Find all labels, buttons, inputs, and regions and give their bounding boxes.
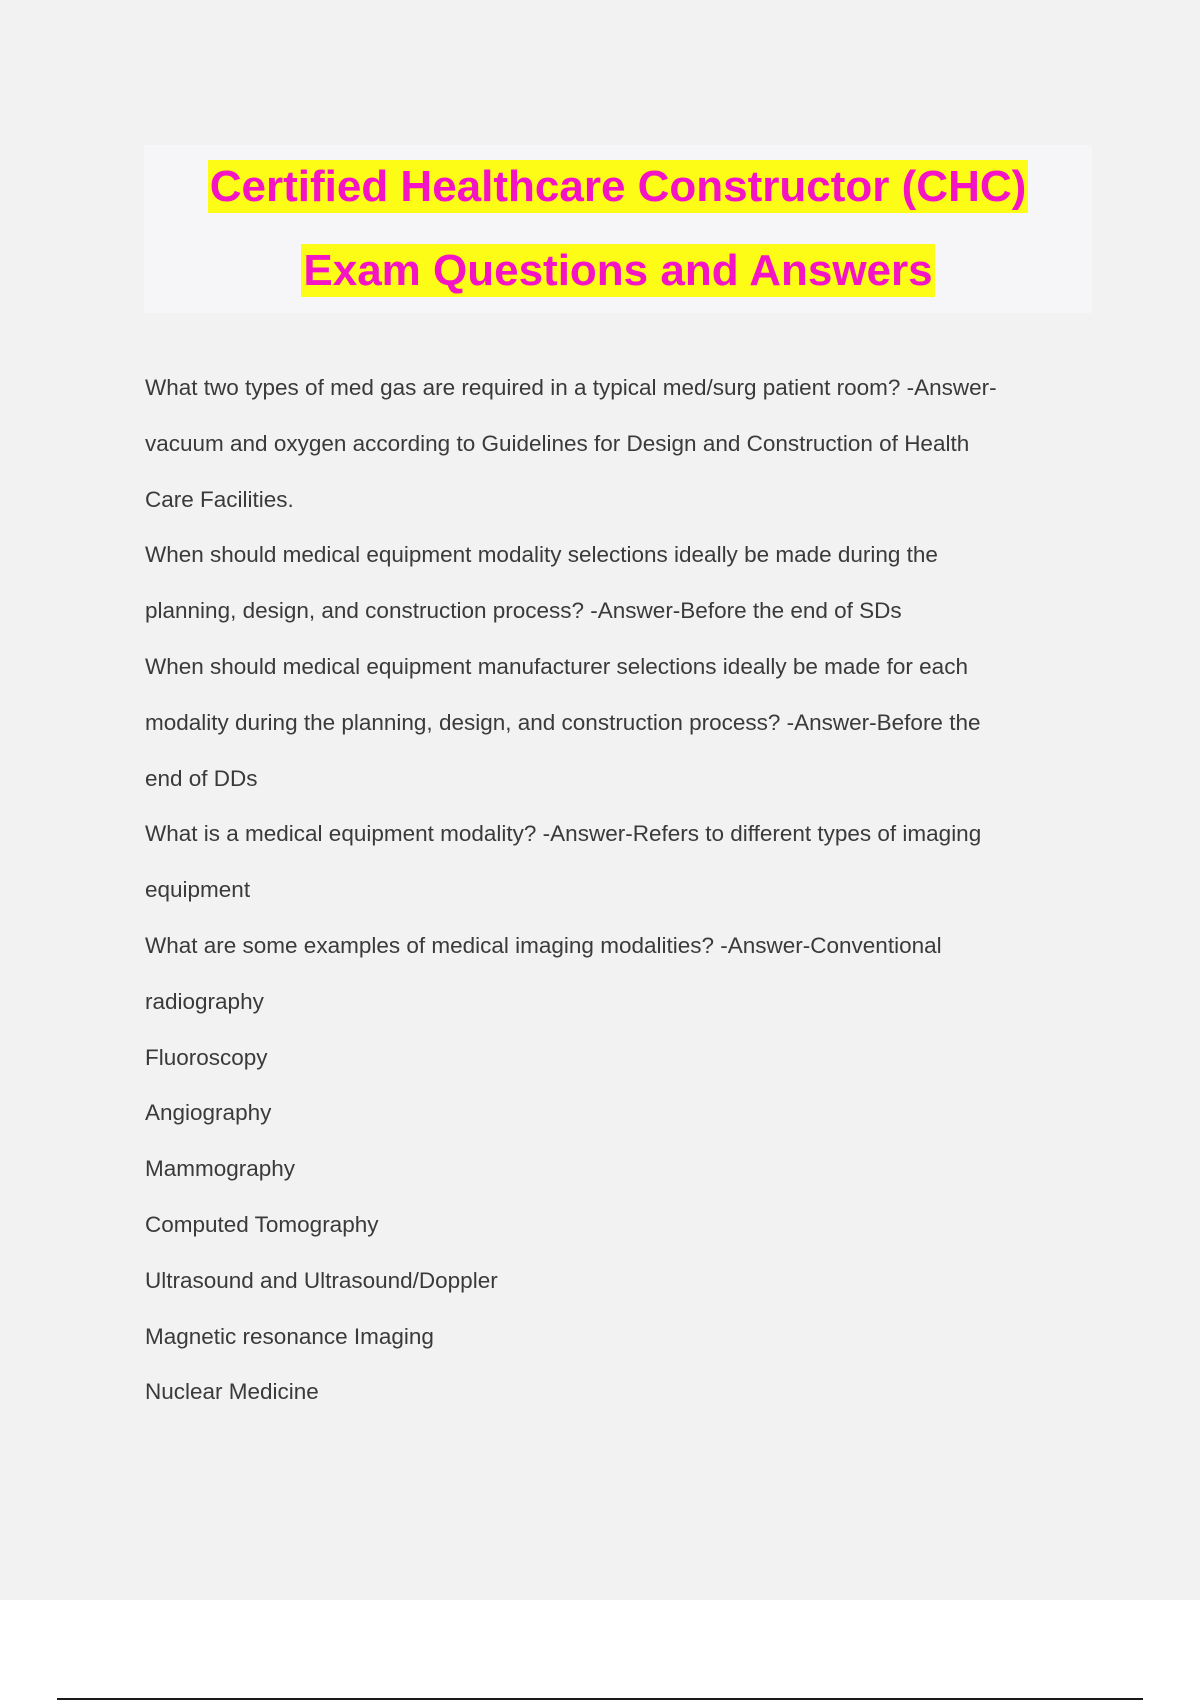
text-line: radiography bbox=[145, 988, 264, 1014]
text-line: When should medical equipment modality selections ideally be made during the bbox=[145, 542, 938, 568]
text-line: planning, design, and construction process? -Answer-Before the end of SDs bbox=[145, 598, 902, 624]
list-item: Fluoroscopy bbox=[145, 1044, 268, 1070]
document-title-part-2: Exam Questions and Answers bbox=[303, 246, 933, 295]
list-item: Angiography bbox=[145, 1100, 272, 1126]
text-line: What are some examples of medical imaging modalities? -Answer-Conventional bbox=[145, 932, 942, 958]
list-item: Nuclear Medicine bbox=[145, 1379, 319, 1405]
text-line: What two types of med gas are required in a typical med/surg patient room? -Answer- bbox=[145, 375, 997, 400]
title-block bbox=[144, 145, 1092, 313]
list-item: Computed Tomography bbox=[145, 1211, 379, 1237]
text-line: end of DDs bbox=[145, 765, 258, 791]
text-line: vacuum and oxygen according to Guidelines for Design and Construction of Health bbox=[145, 430, 970, 456]
qa-content bbox=[145, 360, 1085, 1420]
document-title-part-1: Certified Healthcare Constructor (CHC) bbox=[209, 162, 1027, 211]
title-line-2 bbox=[144, 229, 1092, 313]
text-line: When should medical equipment manufacturer selections ideally be made for each bbox=[145, 653, 968, 679]
text-line: modality during the planning, design, and construction process? -Answer-Before the bbox=[145, 709, 981, 735]
list-item: Ultrasound and Ultrasound/Doppler bbox=[145, 1267, 498, 1293]
text-line: Care Facilities. bbox=[145, 486, 294, 512]
title-line-1 bbox=[144, 145, 1092, 229]
list-item: Magnetic resonance Imaging bbox=[145, 1323, 434, 1349]
list-item: Mammography bbox=[145, 1156, 296, 1182]
text-line: equipment bbox=[145, 877, 251, 903]
text-line: What is a medical equipment modality? -Answer-Refers to different types of imaging bbox=[145, 821, 982, 847]
